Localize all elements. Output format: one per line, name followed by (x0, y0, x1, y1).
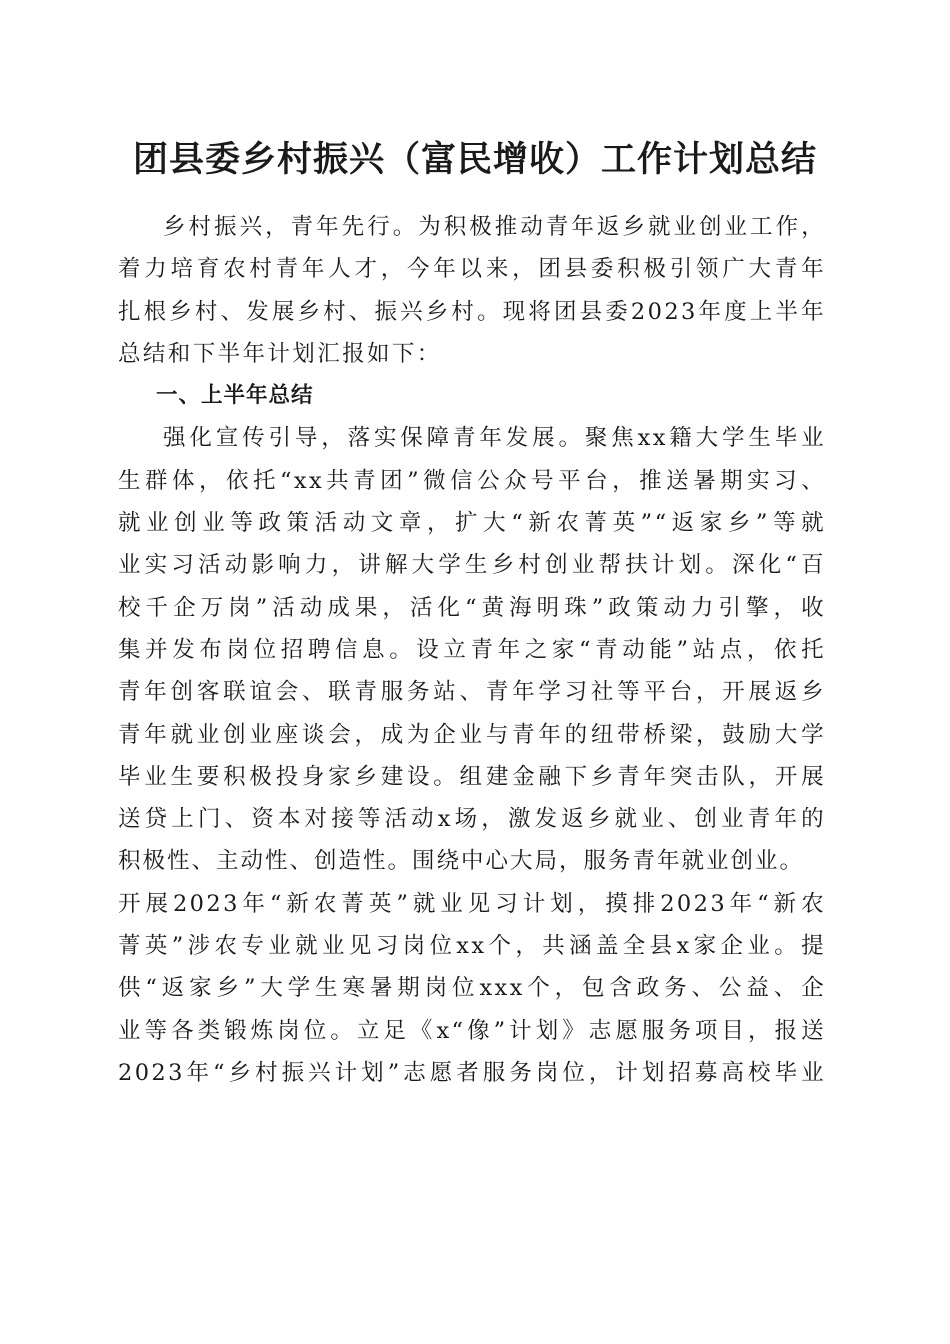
section-line: 开展2023年“新农菁英”就业见习计划，摸排2023年“新农 (118, 890, 826, 917)
section-line: 青年创客联谊会、联青服务站、青年学习社等平台，开展返乡 (118, 679, 826, 706)
intro-line: 扎根乡村、发展乡村、振兴乡村。现将团县委2023年度上半年 (118, 298, 826, 325)
intro-line: 着力培育农村青年人才，今年以来，团县委积极引领广大青年 (118, 256, 826, 283)
section-line: 青年就业创业座谈会，成为企业与青年的纽带桥梁，鼓励大学 (118, 721, 826, 748)
section-line: 业实习活动影响力，讲解大学生乡村创业帮扶计划。深化“百 (118, 552, 826, 579)
section-line: 送贷上门、资本对接等活动x场，激发返乡就业、创业青年的 (118, 806, 826, 833)
intro-line: 总结和下半年计划汇报如下： (118, 340, 442, 367)
section-line: 强化宣传引导，落实保障青年发展。聚焦xx籍大学生毕业 (163, 425, 826, 452)
section-heading: 一、上半年总结 (156, 383, 314, 409)
section-line: 集并发布岗位招聘信息。设立青年之家“青动能”站点，依托 (118, 636, 826, 663)
document-body (118, 206, 826, 1094)
section-line: 供“返家乡”大学生寒暑期岗位xxx个，包含政务、公益、企 (118, 975, 826, 1002)
document-title: 团县委乡村振兴（富民增收）工作计划总结 (132, 139, 817, 180)
section-line: 校千企万岗”活动成果，活化“黄海明珠”政策动力引擎，收 (118, 594, 826, 621)
section-line: 生群体，依托“xx共青团”微信公众号平台，推送暑期实习、 (118, 467, 826, 494)
section-line: 业等各类锻炼岗位。立足《x“像”计划》志愿服务项目，报送 (118, 1017, 826, 1044)
section-line: 积极性、主动性、创造性。围绕中心大局，服务青年就业创业。 (118, 848, 805, 875)
section-line: 菁英”涉农专业就业见习岗位xx个，共涵盖全县x家企业。提 (118, 933, 826, 960)
section-line: 就业创业等政策活动文章，扩大“新农菁英”“返家乡”等就 (118, 510, 826, 537)
intro-line: 乡村振兴，青年先行。为积极推动青年返乡就业创业工作， (163, 214, 826, 240)
section-line: 毕业生要积极投身家乡建设。组建金融下乡青年突击队，开展 (118, 763, 826, 790)
section-line: 2023年“乡村振兴计划”志愿者服务岗位，计划招募高校毕业 (118, 1059, 826, 1086)
